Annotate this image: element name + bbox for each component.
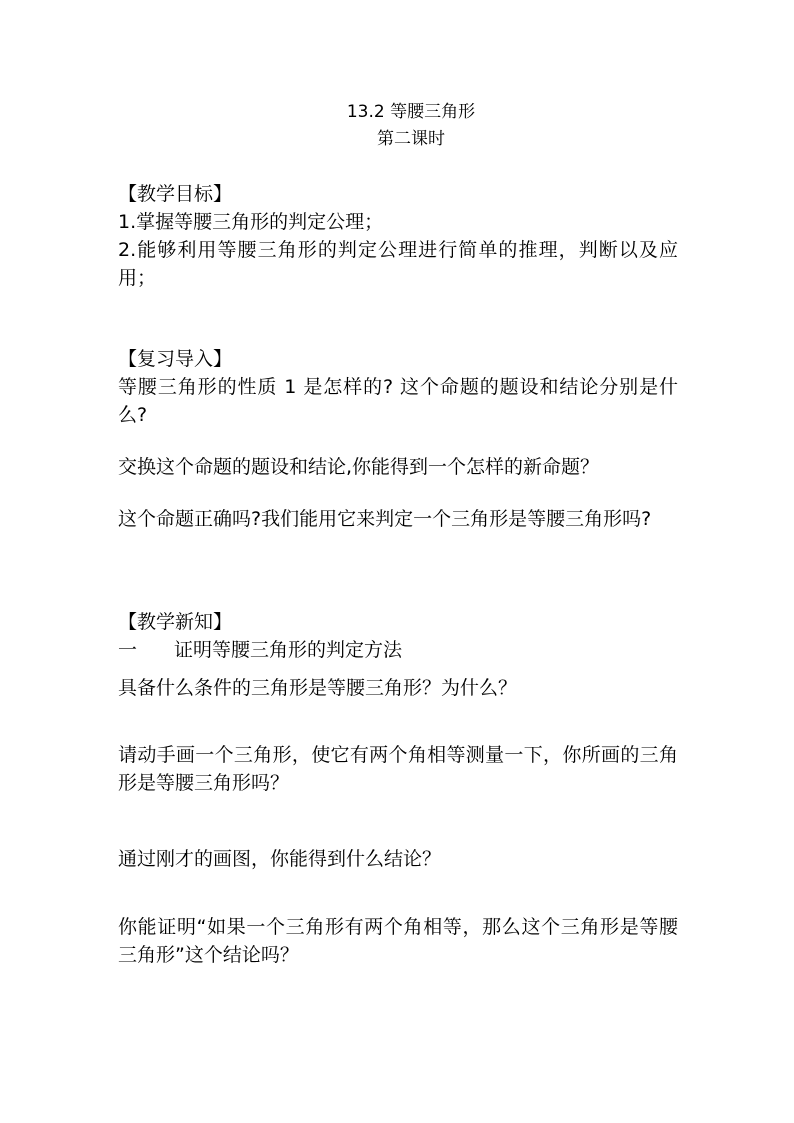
review-heading: 【复习导入】: [118, 348, 233, 370]
sub-heading-text: 证明等腰三角形的判定方法: [174, 639, 403, 661]
new-knowledge-paragraph: 具备什么条件的三角形是等腰三角形？为什么？: [118, 677, 518, 699]
review-paragraph: 等腰三角形的性质 1 是怎样的? 这个命题的题设和结论分别是什么?: [118, 376, 678, 426]
document-title: 13.2 等腰三角形: [346, 102, 476, 122]
objective-item: 2.能够利用等腰三角形的判定公理进行简单的推理，判断以及应用；: [118, 239, 678, 289]
new-knowledge-paragraph: 你能证明“如果一个三角形有两个角相等，那么这个三角形是等腰三角形”这个结论吗？: [118, 916, 678, 966]
review-paragraph: 交换这个命题的题设和结论,你能得到一个怎样的新命题？: [118, 456, 600, 478]
new-knowledge-heading: 【教学新知】: [118, 611, 233, 633]
objective-item: 1.掌握等腰三角形的判定公理；: [118, 211, 384, 233]
new-knowledge-paragraph: 通过刚才的画图，你能得到什么结论？: [118, 848, 442, 870]
sub-heading-number: 一: [118, 639, 138, 661]
method-sub-heading: [118, 636, 402, 664]
objectives-heading: 【教学目标】: [118, 183, 233, 205]
document-subtitle: 第二课时: [377, 129, 445, 149]
review-paragraph: 这个命题正确吗?我们能用它来判定一个三角形是等腰三角形吗?: [118, 508, 652, 530]
new-knowledge-paragraph: 请动手画一个三角形，使它有两个角相等测量一下，你所画的三角形是等腰三角形吗？: [118, 744, 678, 794]
